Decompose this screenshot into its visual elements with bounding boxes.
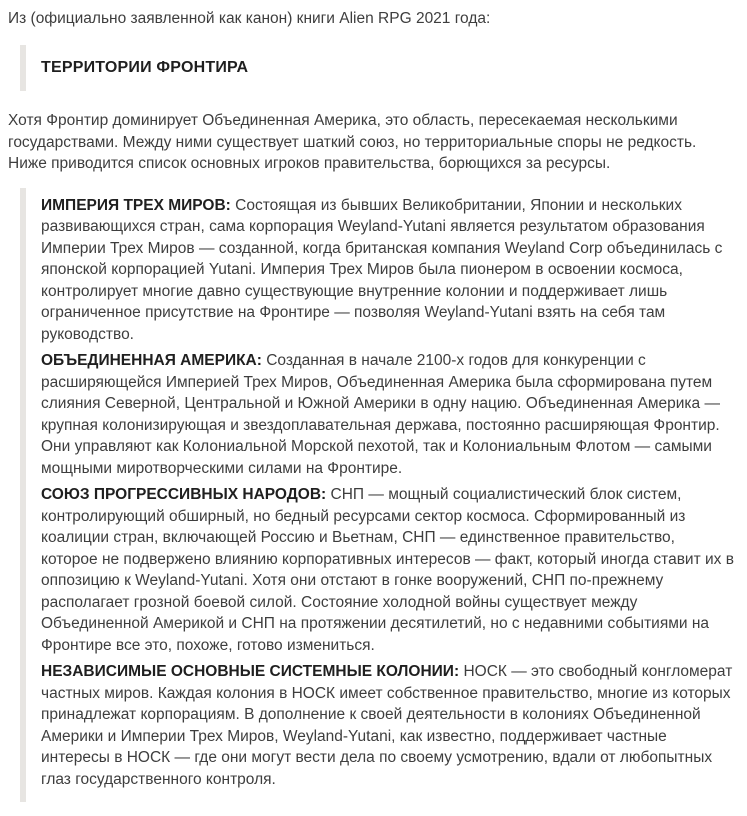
faction-title: ОБЪЕДИНЕННАЯ АМЕРИКА: [41, 352, 262, 369]
lead-paragraph: Хотя Фронтир доминирует Объединенная Америка, это область, пересекаемая несколькими государствами. Между ними существует шаткий союз, но территориальные споры не редкость. Ниже приводится список основных игроков правительства, борющихся за ресурсы. [8, 112, 697, 172]
faction-paragraph-independent-core-system-colonies [41, 661, 734, 790]
faction-title: ИМПЕРИЯ ТРЕХ МИРОВ: [41, 196, 231, 214]
faction-paragraph-union-of-progressive-peoples [41, 484, 734, 656]
frontier-heading: ТЕРРИТОРИИ ФРОНТИРА [41, 58, 249, 76]
faction-paragraph-three-world-empire [41, 195, 734, 346]
faction-body: Созданная в начале 2100-х годов для конкуренции с расширяющейся Империей Трех Миров, Объединенная Америка была сформирована путем слияния Северной, Центральной и Южной Америки в одну нацию. Объединенная Америка — крупная колонизирующая и звездоплавательная держава, постоянно расширяющая Фронтир. Они управляют как Колониальной Морской пехотой, так и Колониальным Флотом — самыми мощными миротворческими силами на Фронтире. [41, 352, 720, 477]
faction-title: НЕЗАВИСИМЫЕ ОСНОВНЫЕ СИСТЕМНЫЕ КОЛОНИИ: [41, 663, 460, 680]
frontier-heading-block [20, 45, 738, 92]
faction-paragraph-united-americas [41, 350, 734, 479]
faction-body: СНП — мощный социалистический блок систем, контролирующий обширный, но бедный ресурсами сектор космоса. Сформированный из коалиции стран, включающей Россию и Вьетнам, СНП — единственное правительство, которое не подвержено влиянию корпоративных интересов — факт, который иногда ставит их в оппозицию к Weyland-Yutani. Хотя они отстают в гонке вооружений, СНП по-прежнему располагает грозной боевой силой. Состояние холодной войны существует между Объединенной Америкой и СНП на протяжении десятилетий, но с недавними событиями на Фронтире все это, похоже, готово измениться. [41, 486, 734, 654]
faction-body: Состоящая из бывших Великобритании, Японии и нескольких развивающихся стран, сама корпорация Weyland-Yutani является результатом образования Империи Трех Миров — созданной, когда британская компания Weyland Corp объединилась с японской корпорацией Yutani. Империя Трех Миров была пионером в освоении космоса, контролирует многие давно существующие внутренние колонии и поддерживает лишь ограниченное присутствие на Фронтире — позволяя Weyland-Yutani взять на себя там руководство. [41, 196, 723, 343]
intro-text: Из (официально заявленной как канон) книги Alien RPG 2021 года: [8, 10, 491, 27]
faction-title: СОЮЗ ПРОГРЕССИВНЫХ НАРОДОВ: [41, 486, 327, 503]
faction-body: НОСК — это свободный конгломерат частных миров. Каждая колония в НОСК имеет собственное правительство, многие из которых принадлежат корпорациям. В дополнение к своей деятельности в колониях Объединенной Америки и Империи Трех Миров, Weyland-Yutani, как известно, поддерживает частные интересы в НОСК — где они могут вести дела по своему усмотрению, вдали от любопытных глаз государственного контроля. [41, 663, 733, 788]
factions-block [20, 188, 738, 803]
